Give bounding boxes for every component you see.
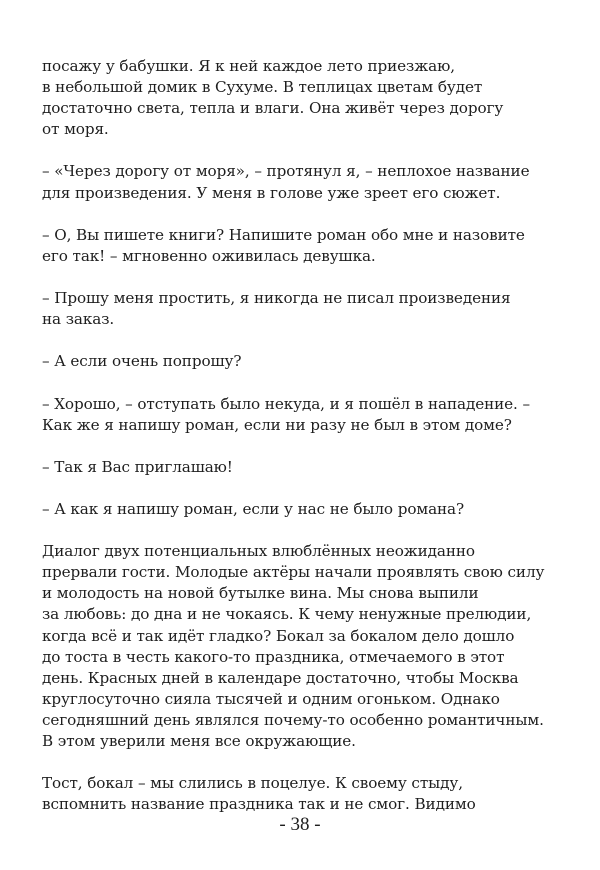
text-line: – Прошу меня простить, я никогда не писал произведения: [42, 289, 511, 308]
paragraph: [42, 773, 582, 815]
text-line: круглосуточно сияла тысячей и одним огоньком. Однако: [42, 689, 500, 708]
text-line: день. Красных дней в календаре достаточно, чтобы Москва: [42, 668, 519, 687]
paragraph: [42, 541, 582, 752]
text-line: на заказ.: [42, 310, 115, 329]
page-number: - 38 -: [279, 814, 321, 835]
text-line: достаточно света, тепла и влаги. Она живёт через дорогу: [42, 99, 504, 118]
text-line: в небольшой домик в Сухуме. В теплицах цветам будет: [42, 78, 483, 97]
paragraph: [42, 499, 582, 520]
text-line: когда всё и так идёт гладко? Бокал за бокалом дело дошло: [42, 626, 515, 645]
text-line: прервали гости. Молодые актёры начали проявлять свою силу: [42, 563, 545, 582]
text-line: Диалог двух потенциальных влюблённых неожиданно: [42, 542, 475, 561]
text-line: от моря.: [42, 120, 109, 139]
paragraph: [42, 394, 582, 436]
paragraph: [42, 225, 582, 267]
text-line: за любовь: до дна и не чокаясь. К чему ненужные прелюдии,: [42, 605, 532, 624]
paragraph: [42, 288, 582, 330]
text-line: – О, Вы пишете книги? Напишите роман обо мне и назовите: [42, 225, 525, 244]
text-line: посажу у бабушки. Я к ней каждое лето приезжаю,: [42, 57, 455, 75]
text-line: для произведения. У меня в голове уже зреет его сюжет.: [42, 183, 501, 202]
text-line: В этом уверили меня все окружающие.: [42, 732, 356, 750]
text-line: Тост, бокал – мы слились в поцелуе. К своему стыду,: [42, 774, 463, 793]
text-line: вспомнить название праздника так и не смог. Видимо: [42, 795, 476, 814]
paragraph: [42, 161, 582, 203]
paragraph: [42, 56, 582, 140]
text-line: – «Через дорогу от моря», – протянул я, – неплохое название: [42, 162, 530, 181]
text-line: – А как я напишу роман, если у нас не было романа?: [42, 499, 465, 518]
text-line: его так! – мгновенно оживилась девушка.: [42, 246, 376, 265]
paragraph: [42, 351, 582, 372]
text-line: до тоста в честь какого-то праздника, отмечаемого в этот: [42, 647, 505, 666]
text-line: – Хорошо, – отступать было некуда, и я пошёл в нападение. –: [42, 394, 530, 413]
page-body: [42, 56, 582, 836]
text-line: сегодняшний день являлся почему-то особенно романтичным.: [42, 710, 544, 729]
text-line: – А если очень попрошу?: [42, 352, 242, 371]
text-line: Как же я напишу роман, если ни разу не был в этом доме?: [42, 415, 512, 434]
paragraph: [42, 457, 582, 478]
text-line: и молодость на новой бутылке вина. Мы снова выпили: [42, 584, 479, 603]
text-line: – Так я Вас приглашаю!: [42, 457, 233, 476]
